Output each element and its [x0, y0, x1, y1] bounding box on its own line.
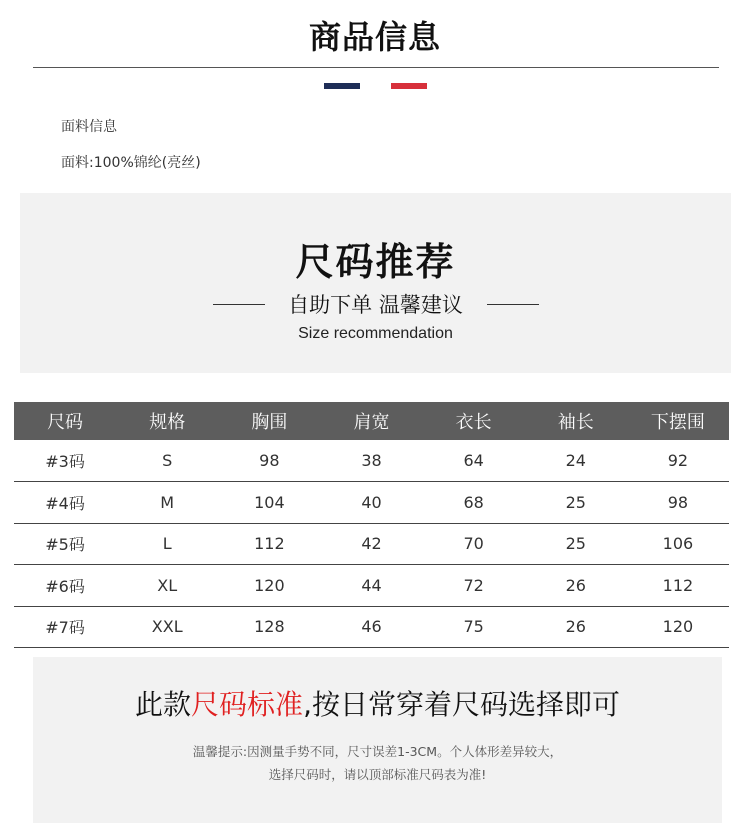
- table-cell: XXL: [116, 606, 218, 648]
- table-cell: 104: [218, 482, 320, 524]
- notice-suffix: ,按日常穿着尺码选择即可: [303, 688, 620, 721]
- header-cell-shoulder: 肩宽: [320, 402, 422, 440]
- size-recommendation-banner: [20, 193, 731, 373]
- notice-tip-line1: 温馨提示:因测量手势不同，尺寸误差1-3CM。个人体形差异较大，: [192, 744, 563, 759]
- table-cell: 120: [627, 606, 729, 648]
- header-cell-size: 尺码: [14, 402, 116, 440]
- accent-bar-blue: [324, 83, 360, 89]
- table-row: [14, 523, 729, 565]
- table-cell: #4码: [14, 482, 116, 524]
- banner-subtitle-en: Size recommendation: [298, 325, 453, 342]
- table-row: [14, 606, 729, 648]
- table-cell: #6码: [14, 565, 116, 607]
- table-cell: 26: [525, 565, 627, 607]
- size-table: [14, 402, 729, 648]
- table-row: [14, 565, 729, 607]
- table-cell: 24: [525, 440, 627, 482]
- header-cell-length: 衣长: [423, 402, 525, 440]
- fabric-value: 面料:100%锦纶(亮丝): [61, 155, 201, 171]
- size-notice-panel: [33, 657, 722, 823]
- header-divider: [33, 67, 719, 68]
- table-cell: 44: [320, 565, 422, 607]
- table-cell: #5码: [14, 523, 116, 565]
- table-cell: #3码: [14, 440, 116, 482]
- table-cell: 26: [525, 606, 627, 648]
- header-cell-spec: 规格: [116, 402, 218, 440]
- header-cell-chest: 胸围: [218, 402, 320, 440]
- header-cell-sleeve: 袖长: [525, 402, 627, 440]
- table-cell: 112: [627, 565, 729, 607]
- table-cell: 72: [423, 565, 525, 607]
- table-cell: 40: [320, 482, 422, 524]
- table-cell: 42: [320, 523, 422, 565]
- size-table-grid: [14, 402, 729, 648]
- table-cell: 38: [320, 440, 422, 482]
- table-cell: 106: [627, 523, 729, 565]
- section-title: 商品信息: [308, 18, 441, 56]
- table-cell: 70: [423, 523, 525, 565]
- table-cell: S: [116, 440, 218, 482]
- table-cell: L: [116, 523, 218, 565]
- table-cell: 92: [627, 440, 729, 482]
- table-cell: 25: [525, 482, 627, 524]
- banner-title: 尺码推荐: [295, 240, 456, 284]
- table-cell: 112: [218, 523, 320, 565]
- table-cell: #7码: [14, 606, 116, 648]
- table-row: [14, 482, 729, 524]
- table-cell: 120: [218, 565, 320, 607]
- notice-highlight: 尺码标准: [191, 688, 304, 721]
- table-cell: 68: [423, 482, 525, 524]
- table-cell: XL: [116, 565, 218, 607]
- notice-headline: [33, 683, 722, 723]
- table-cell: 98: [627, 482, 729, 524]
- table-header-row: [14, 402, 729, 440]
- notice-tip-line2: 选择尺码时，请以顶部标准尺码表为准!: [268, 767, 487, 782]
- banner-subtitle: 自助下单 温馨建议: [288, 293, 463, 317]
- header-cell-hem: 下摆围: [627, 402, 729, 440]
- table-cell: 64: [423, 440, 525, 482]
- table-cell: 46: [320, 606, 422, 648]
- table-cell: 75: [423, 606, 525, 648]
- fabric-label: 面料信息: [61, 119, 117, 135]
- section-header: [0, 0, 750, 100]
- table-cell: 128: [218, 606, 320, 648]
- table-cell: M: [116, 482, 218, 524]
- table-row: [14, 440, 729, 482]
- notice-prefix: 此款: [135, 688, 192, 721]
- table-cell: 98: [218, 440, 320, 482]
- table-cell: 25: [525, 523, 627, 565]
- accent-bar-red: [391, 83, 427, 89]
- banner-line-right: [487, 304, 539, 305]
